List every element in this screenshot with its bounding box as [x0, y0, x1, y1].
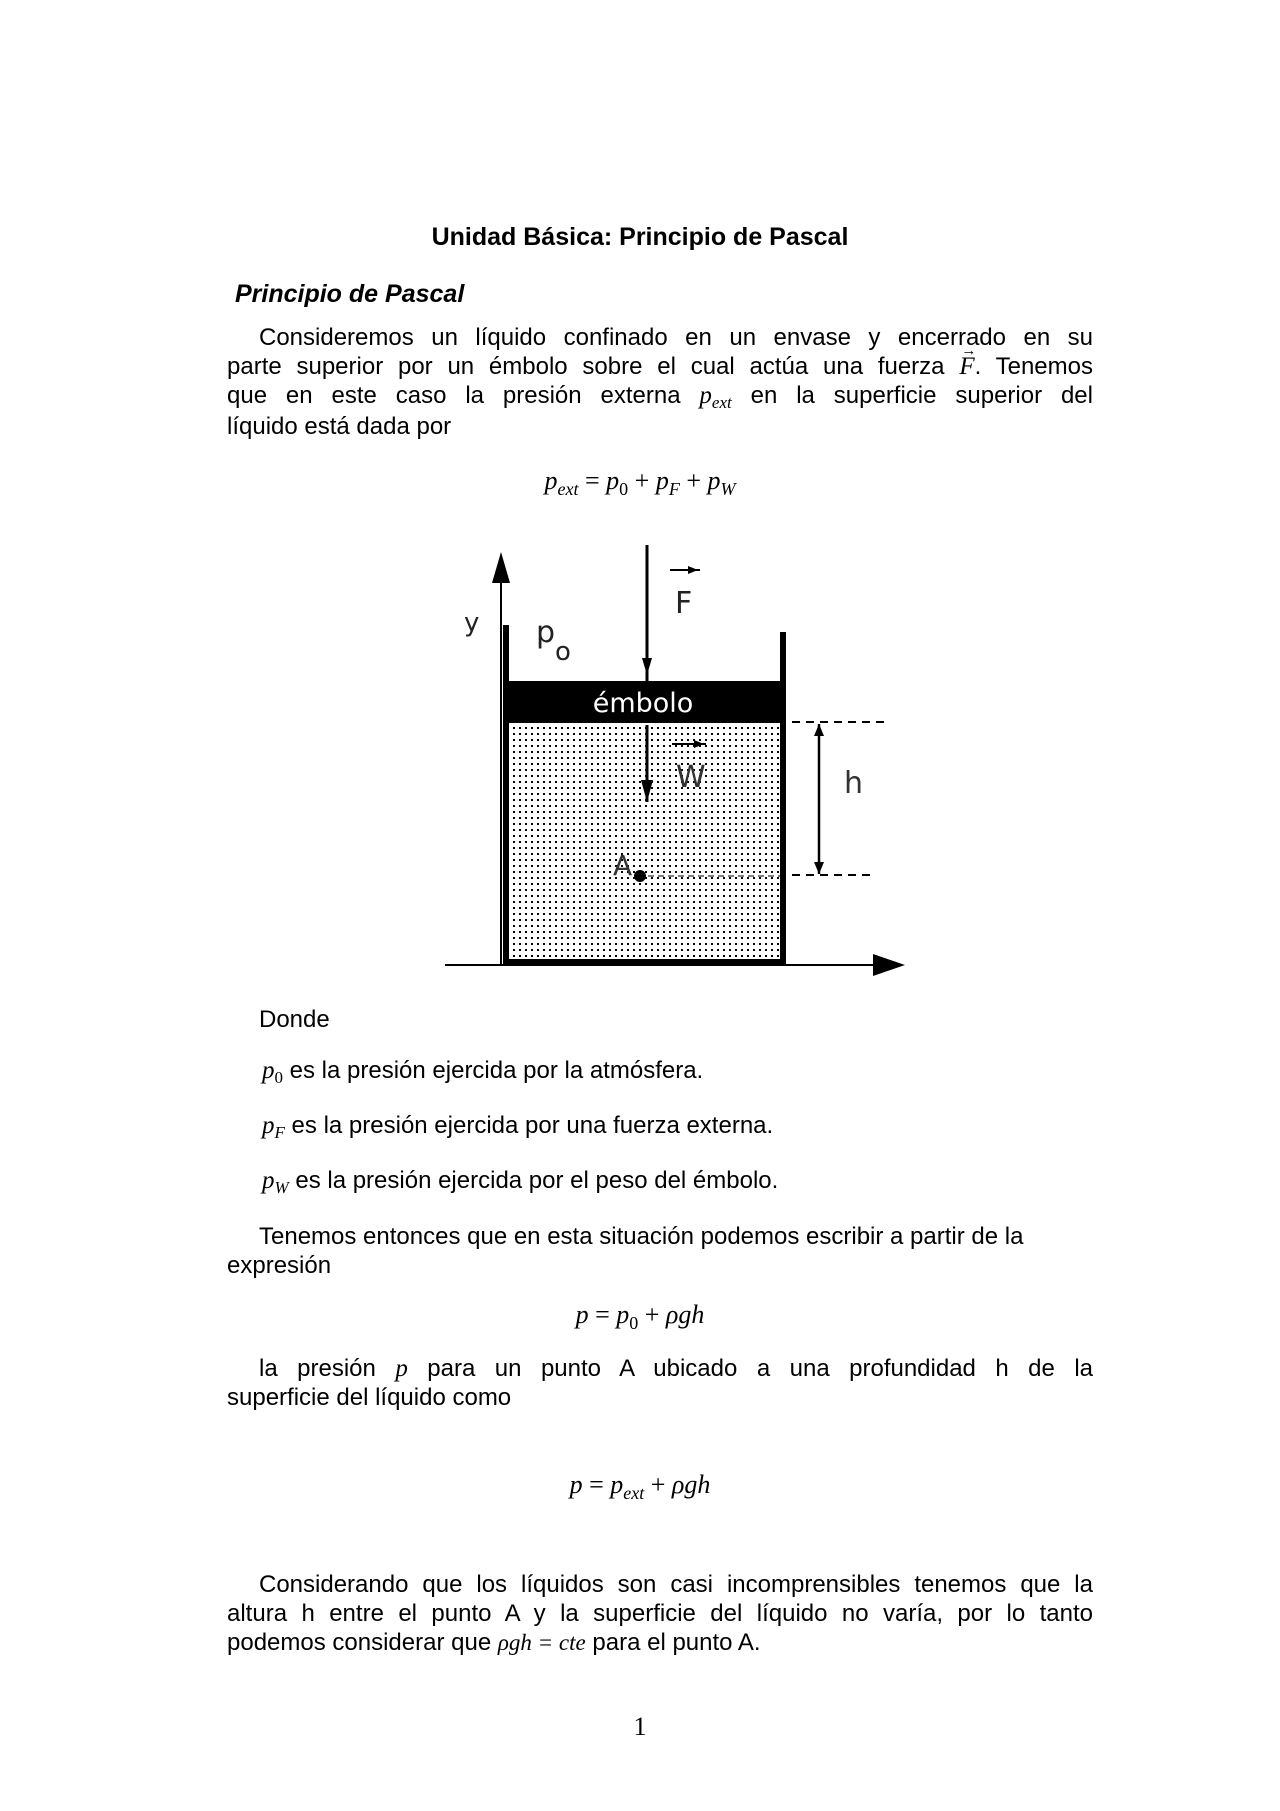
y-axis-label: y [464, 608, 480, 638]
paragraph-expression [227, 1222, 1093, 1280]
definition-p0: $p_0$ es la presión ejercida por la atmósfera. [262, 1057, 704, 1087]
atmospheric-pressure-label: po [536, 615, 571, 667]
definition-pF: $p_F$ es la presión ejercida por una fuerza externa. [262, 1112, 774, 1142]
paragraph-intro-line-1: Consideremos un líquido confinado en un envase y encerrado en su [259, 324, 1093, 351]
equation-pressure-at-a: $p = p_{ext} + \rho gh$ [569, 1470, 711, 1503]
paragraph-incompressible-line-1: Considerando que los líquidos son casi incomprensibles tenemos que la [259, 1571, 1093, 1598]
y-axis-arrowhead [492, 552, 510, 583]
definition-symbol: $p_0$ [262, 1057, 283, 1087]
paragraph-intro-line-2: parte superior por un émbolo sobre el cual actúa una fuerza → F. Tenemos [227, 352, 1093, 381]
x-axis-arrowhead [873, 954, 905, 976]
equation-hydrostatic-pressure: $p = p_0 + \rho gh$ [575, 1300, 705, 1333]
paragraph-intro-line-3: que en este caso la presión externa $p_{ext}$ en la superficie superior del [227, 382, 1093, 412]
paragraph-incompressible-line-2: altura h entre el punto A y la superficie del líquido no varía, por lo tanto [227, 1600, 1093, 1627]
height-dimension-bottom-tick [814, 862, 824, 874]
weight-label: W [676, 760, 706, 795]
paragraph-point-a [227, 1354, 1093, 1412]
definition-symbol: $p_W$ [262, 1167, 289, 1197]
paragraph-intro [227, 323, 1093, 441]
force-arrowhead [642, 658, 652, 675]
height-dimension-top-tick [814, 724, 824, 736]
force-vector-tip [688, 566, 698, 574]
page-number: 1 [633, 1712, 647, 1741]
section-heading: Principio de Pascal [235, 280, 465, 308]
paragraph-incompressible-line-3: podemos considerar que ρgh = cte para el punto A. [227, 1629, 761, 1656]
paragraph-intro-line-4: líquido está dada por [227, 413, 452, 440]
force-vector-symbol: → F [959, 352, 974, 381]
p-ext-symbol: $p_{ext}$ [699, 382, 732, 412]
paragraph-point-a-line-1: la presión p para un punto A ubicado a una profundidad h de la [259, 1355, 1094, 1382]
definition-pW: $p_W$ es la presión ejercida por el peso del émbolo. [262, 1167, 779, 1197]
liquid-region [505, 722, 783, 960]
donde-label: Donde [259, 1006, 330, 1033]
point-a-marker [634, 870, 646, 882]
paragraph-incompressible [227, 1570, 1093, 1657]
piston-label: émbolo [592, 688, 694, 719]
container-left-wall [503, 625, 509, 965]
definition-symbol: $p_F$ [262, 1112, 285, 1142]
paragraph-expression-line-2: expresión [227, 1252, 332, 1279]
pascal-piston-diagram [440, 540, 910, 1000]
point-a-label: A [613, 849, 633, 882]
document-title: Unidad Básica: Principio de Pascal [431, 223, 849, 251]
force-label: F [675, 586, 693, 621]
paragraph-expression-line-1: Tenemos entonces que en esta situación podemos escribir a partir de la [259, 1223, 1024, 1250]
height-label: h [844, 766, 864, 801]
equation-external-pressure: $p_{ext} = p_0 + p_F + p_W$ [544, 466, 736, 499]
paragraph-point-a-line-2: superficie del líquido como [227, 1384, 512, 1411]
